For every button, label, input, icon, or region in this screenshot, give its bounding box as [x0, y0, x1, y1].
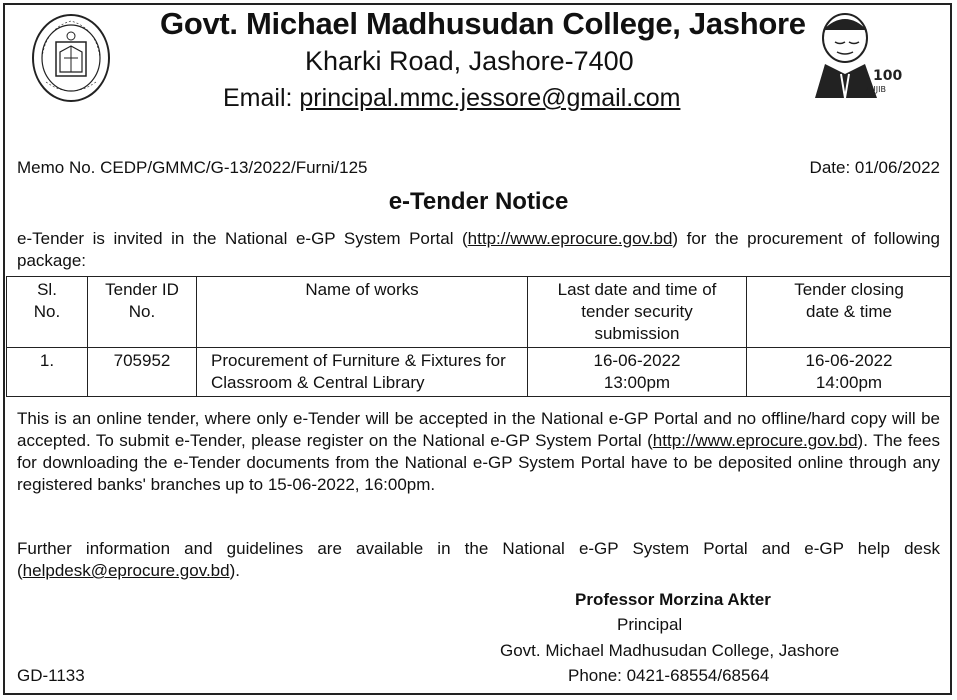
table-header-row	[7, 277, 952, 348]
cell-sl: 1.	[7, 348, 88, 397]
cell-closing: 16-06-2022 14:00pm	[747, 348, 952, 397]
notice-title: e-Tender Notice	[388, 188, 569, 215]
mujib-100-logo-icon	[805, 8, 915, 100]
intro-paragraph	[17, 228, 940, 272]
col-sl: Sl. No.	[7, 277, 88, 348]
college-logo-icon	[30, 12, 112, 104]
college-email	[223, 84, 680, 113]
table-row	[7, 348, 952, 397]
cell-security: 16-06-2022 13:00pm	[528, 348, 747, 397]
intro-after: ) for the procurement of following package:	[17, 229, 940, 270]
online-note-paragraph: This is an online tender, where only e-Tender will be accepted in the National e-GP Portal and no offline/hard copy will be accepted. To submit e-Tender, please register on the National e-GP System Portal (http://www.eprocure.gov.bd). The fees for downloading the e-Tender documents from the National e-GP System Portal have to be deposited online through any registered banks' branches up to 15-06-2022, 16:00pm.	[17, 409, 940, 494]
signatory-designation: Principal	[617, 615, 683, 634]
col-tender-id: Tender ID No.	[88, 277, 197, 348]
col-security: Last date and time of tender security submission	[528, 277, 747, 348]
email-link[interactable]: principal.mmc.jessore@gmail.com	[299, 84, 681, 112]
col-works: Name of works	[197, 277, 528, 348]
helpdesk-email-link[interactable]: helpdesk@eprocure.gov.bd	[22, 561, 230, 580]
email-label: Email:	[223, 84, 300, 112]
further-info-paragraph: Further information and guidelines are available in the National e-GP System Portal and e-GP help desk (helpdesk@eprocure.gov.bd).	[17, 539, 940, 580]
cell-works: Procurement of Furniture & Fixtures for Classroom & Central Library	[197, 348, 528, 397]
college-address: Kharki Road, Jashore-7400	[305, 46, 634, 76]
intro-before: e-Tender is invited in the National e-GP System Portal (	[17, 229, 468, 248]
signatory-organization: Govt. Michael Madhusudan College, Jashore	[500, 641, 840, 660]
col-closing: Tender closing date & time	[747, 277, 952, 348]
svg-text:MUJIB: MUJIB	[863, 85, 886, 94]
eprocure-link[interactable]: http://www.eprocure.gov.bd	[467, 229, 673, 248]
memo-number: Memo No. CEDP/GMMC/G-13/2022/Furni/125	[17, 158, 368, 177]
svg-text:100: 100	[873, 68, 903, 84]
gd-number: GD-1133	[17, 666, 85, 685]
signatory-name: Professor Morzina Akter	[575, 590, 771, 609]
signatory-phone: Phone: 0421-68554/68564	[568, 666, 770, 685]
tender-table	[6, 276, 952, 397]
eprocure-link-2[interactable]: http://www.eprocure.gov.bd	[652, 431, 858, 450]
college-name: Govt. Michael Madhusudan College, Jashore	[160, 6, 806, 41]
cell-tender-id: 705952	[88, 348, 197, 397]
memo-date: Date: 01/06/2022	[809, 158, 940, 177]
